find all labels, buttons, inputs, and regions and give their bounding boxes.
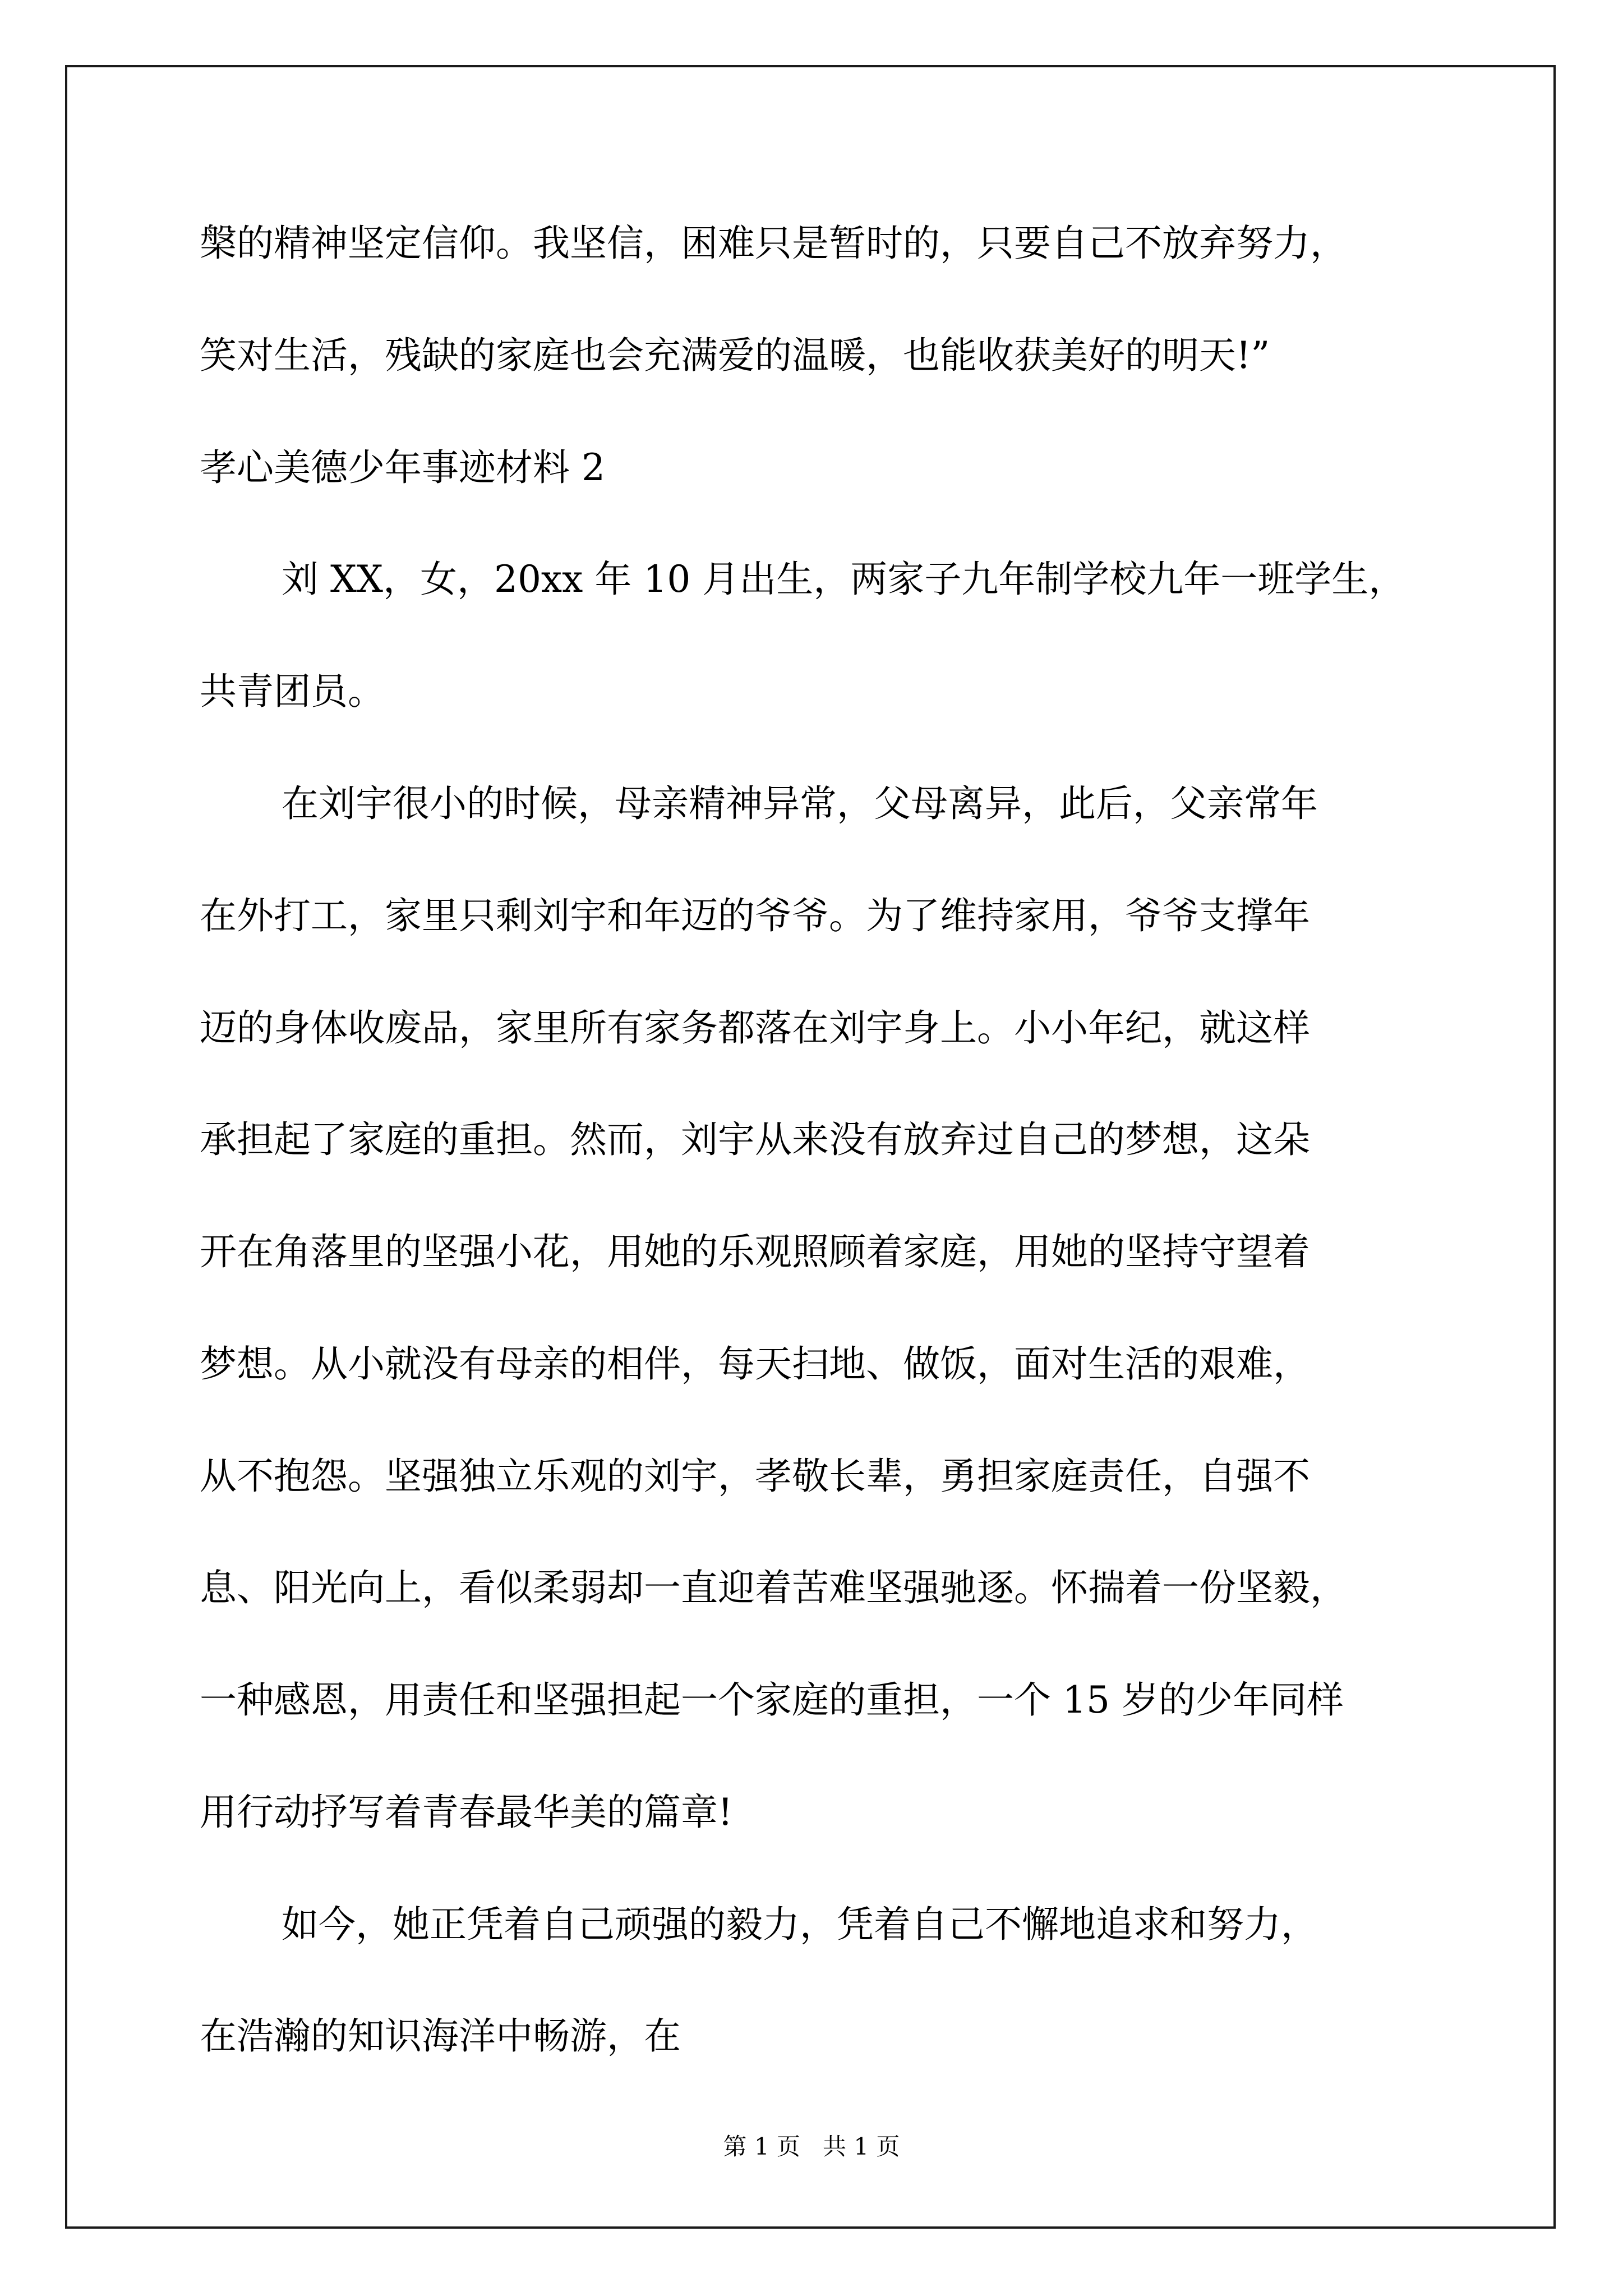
text-line: 在浩瀚的知识海洋中畅游，在 [200,2014,681,2058]
text-line: 迈的身体收废品，家里所有家务都落在刘宇身上。小小年纪，就这样 [200,1006,1310,1050]
section-heading: 孝心美德少年事迹材料 2 [200,446,605,489]
text-line: 共青团员。 [200,670,385,713]
text-line: 槃的精神坚定信仰。我坚信，困难只是暂时的，只要自己不放弃努力， [200,222,1347,265]
page-number-footer: 第 1 页 共 1 页 [723,2133,900,2160]
text-line: 笑对生活，残缺的家庭也会充满爱的温暖，也能收获美好的明天!” [200,334,1270,377]
text-line: 刘 XX，女，20xx 年 10 月出生，两家子九年制学校九年一班学生， [282,558,1406,601]
text-line: 一种感恩，用责任和坚强担起一个家庭的重担，一个 15 岁的少年同样 [200,1678,1344,1722]
text-line: 用行动抒写着青春最华美的篇章! [200,1791,733,1834]
text-line: 在刘宇很小的时候，母亲精神异常，父母离异，此后，父亲常年 [282,782,1318,825]
text-line: 在外打工，家里只剩刘宇和年迈的爷爷。为了维持家用，爷爷支撑年 [200,894,1310,937]
text-line: 梦想。从小就没有母亲的相伴，每天扫地、做饭，面对生活的艰难， [200,1342,1310,1386]
text-line: 如今，她正凭着自己顽强的毅力，凭着自己不懈地追求和努力， [282,1903,1318,1946]
text-line: 从不抱怨。坚强独立乐观的刘宇，孝敬长辈，勇担家庭责任，自强不 [200,1455,1310,1498]
text-line: 承担起了家庭的重担。然而，刘宇从来没有放弃过自己的梦想，这朵 [200,1118,1310,1161]
text-line: 开在角落里的坚强小花，用她的乐观照顾着家庭，用她的坚持守望着 [200,1230,1310,1273]
text-line: 息、阳光向上，看似柔弱却一直迎着苦难坚强驰逐。怀揣着一份坚毅， [200,1566,1347,1609]
